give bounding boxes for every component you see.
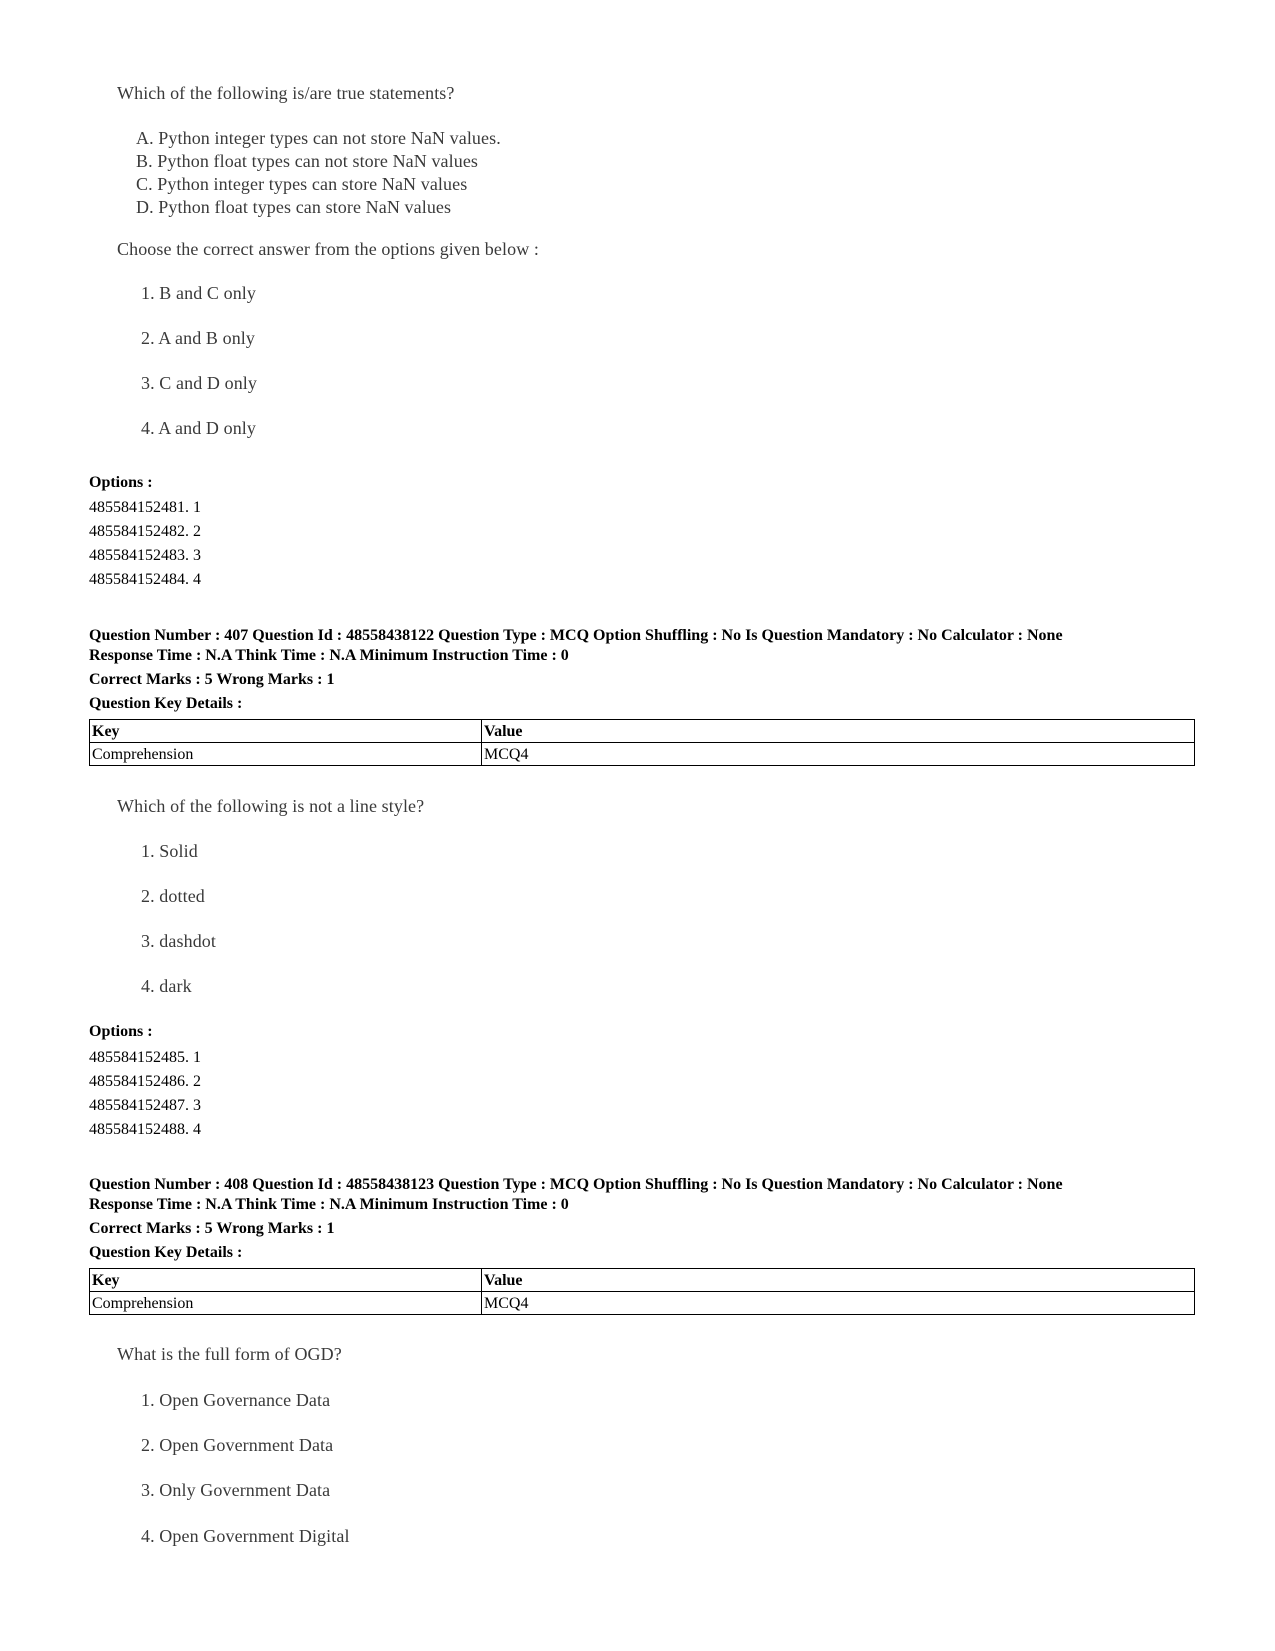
- answer-choice: 4. A and D only: [141, 418, 257, 438]
- statement-d: D. Python float types can store NaN values: [136, 197, 452, 217]
- table-row: [90, 743, 1195, 766]
- key-details-label: Question Key Details :: [89, 1244, 243, 1261]
- value-header: Value: [482, 1269, 1195, 1292]
- answer-choice: 3. dashdot: [141, 931, 216, 951]
- option-item: 485584152486. 2: [89, 1073, 201, 1090]
- answer-choice: 3. Only Government Data: [141, 1480, 331, 1500]
- option-item: 485584152487. 3: [89, 1097, 201, 1114]
- option-item: 485584152483. 3: [89, 547, 201, 564]
- option-item: 485584152485. 1: [89, 1049, 201, 1066]
- marks-line: Correct Marks : 5 Wrong Marks : 1: [89, 1220, 335, 1237]
- answer-choice: 1. B and C only: [141, 283, 257, 303]
- option-item: 485584152481. 1: [89, 499, 201, 516]
- value-cell: MCQ4: [482, 743, 1195, 766]
- key-value-table: [89, 719, 1195, 766]
- answer-choice: 4. Open Government Digital: [141, 1526, 350, 1546]
- key-details-label: Question Key Details :: [89, 695, 243, 712]
- statement-c: C. Python integer types can store NaN values: [136, 174, 468, 194]
- question-text: What is the full form of OGD?: [117, 1344, 342, 1364]
- options-list: [89, 496, 201, 592]
- answer-choice: 1. Solid: [141, 841, 198, 861]
- value-header: Value: [482, 720, 1195, 743]
- table-header-row: [90, 1269, 1195, 1292]
- key-cell: Comprehension: [90, 1292, 482, 1315]
- statement-b: B. Python float types can not store NaN values: [136, 151, 479, 171]
- question-text: Which of the following is not a line style?: [117, 796, 425, 816]
- value-cell: MCQ4: [482, 1292, 1195, 1315]
- answer-choice: 2. dotted: [141, 886, 205, 906]
- question-header-line2: Response Time : N.A Think Time : N.A Minimum Instruction Time : 0: [89, 1196, 569, 1213]
- option-item: 485584152488. 4: [89, 1121, 201, 1138]
- question-header-line1: Question Number : 407 Question Id : 48558438122 Question Type : MCQ Option Shuffling : No Is Question Mandatory : No Calculator : None: [89, 627, 1063, 644]
- key-cell: Comprehension: [90, 743, 482, 766]
- table-header-row: [90, 720, 1195, 743]
- option-item: 485584152482. 2: [89, 523, 201, 540]
- choose-instruction: Choose the correct answer from the options given below :: [117, 239, 539, 259]
- key-value-table: [89, 1268, 1195, 1315]
- table-row: [90, 1292, 1195, 1315]
- answer-choice: 3. C and D only: [141, 373, 257, 393]
- answer-choice: 2. A and B only: [141, 328, 256, 348]
- question-header-line2: Response Time : N.A Think Time : N.A Minimum Instruction Time : 0: [89, 647, 569, 664]
- marks-line: Correct Marks : 5 Wrong Marks : 1: [89, 671, 335, 688]
- question-header-line1: Question Number : 408 Question Id : 48558438123 Question Type : MCQ Option Shuffling : No Is Question Mandatory : No Calculator : None: [89, 1176, 1063, 1193]
- options-label: Options :: [89, 474, 153, 491]
- question-text: Which of the following is/are true statements?: [117, 83, 455, 103]
- key-header: Key: [90, 720, 482, 743]
- answer-choice: 4. dark: [141, 976, 192, 996]
- statement-a: A. Python integer types can not store NaN values.: [136, 128, 501, 148]
- answer-choice: 1. Open Governance Data: [141, 1390, 331, 1410]
- options-list: [89, 1046, 201, 1142]
- key-header: Key: [90, 1269, 482, 1292]
- option-item: 485584152484. 4: [89, 571, 201, 588]
- options-label: Options :: [89, 1023, 153, 1040]
- answer-choice: 2. Open Government Data: [141, 1435, 334, 1455]
